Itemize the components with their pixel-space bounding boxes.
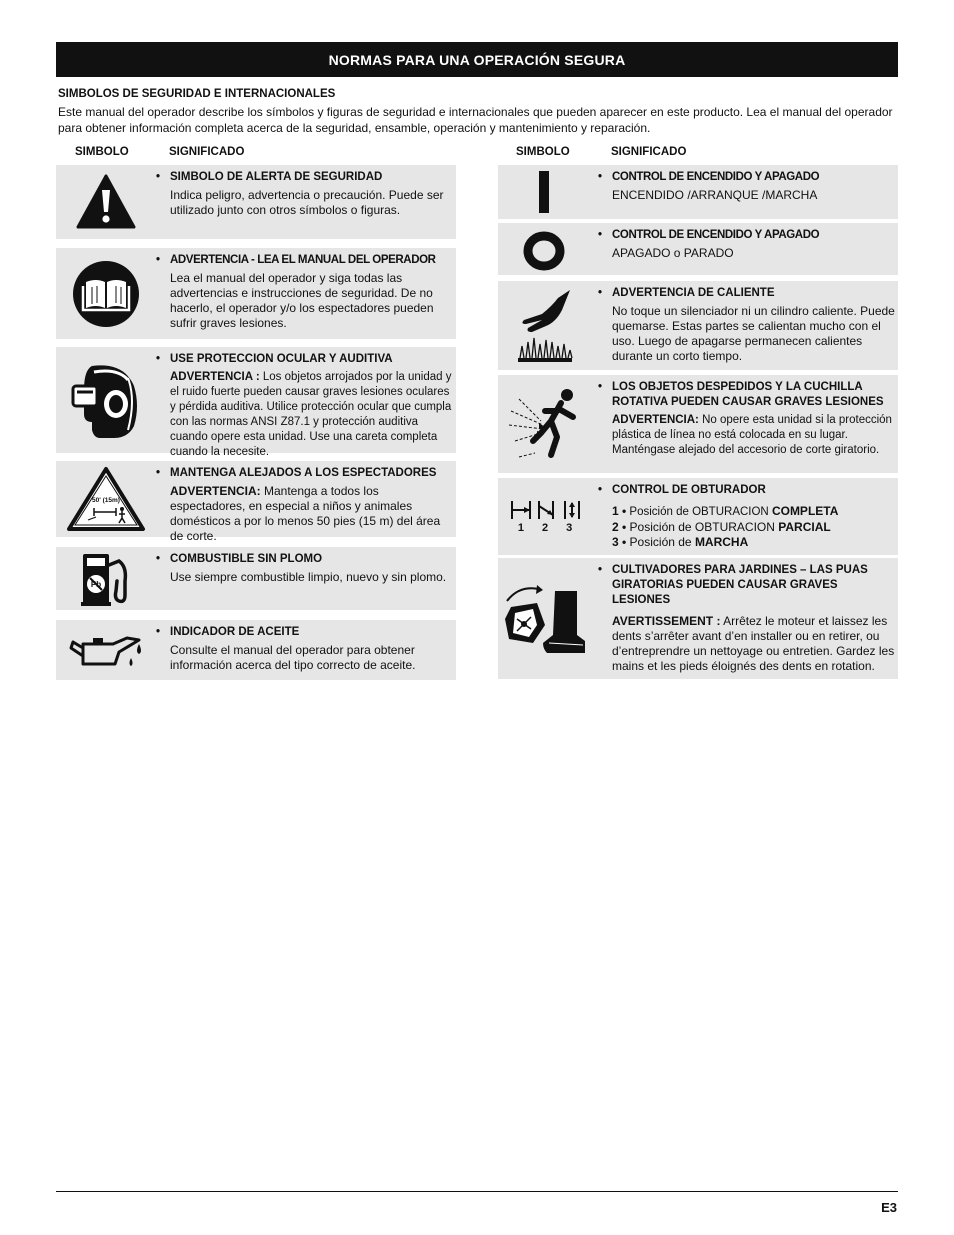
row-warning-lead: ADVERTENCIA: bbox=[170, 484, 261, 498]
symbol-row-alert bbox=[56, 165, 456, 239]
symbol-row-tines bbox=[498, 558, 898, 679]
row-warning-lead: ADVERTENCIA : bbox=[170, 371, 260, 383]
row-title: • CONTROL DE OBTURADOR bbox=[598, 483, 896, 498]
section-banner: NORMAS PARA UNA OPERACIÓN SEGURA bbox=[56, 42, 898, 77]
symbol-row-choke bbox=[498, 478, 898, 555]
row-description: ENCENDIDO /ARRANQUE /MARCHA bbox=[612, 188, 818, 202]
eye-ear-protection-icon bbox=[56, 347, 156, 453]
row-description: APAGADO o PARADO bbox=[612, 246, 734, 260]
manual-book-icon bbox=[56, 248, 156, 339]
row-warning-lead: AVERTISSEMENT : bbox=[612, 614, 721, 628]
section-title: SIMBOLOS DE SEGURIDAD E INTERNACIONALES bbox=[58, 88, 336, 100]
row-description: Lea el manual del operador y siga todas las advertencias e instrucciones de seguridad. De no hacerlo, el operador y/o los espectadores pueden sufrir graves lesiones. bbox=[170, 271, 434, 330]
symbol-row-fuel bbox=[56, 547, 456, 610]
symbol-row-manual bbox=[56, 248, 456, 339]
choke-line-1: 1 • Posición de OBTURACION COMPLETA bbox=[612, 504, 839, 518]
row-title: • COMBUSTIBLE SIN PLOMO bbox=[156, 552, 454, 567]
row-title: • LOS OBJETOS DESPEDIDOS Y LA CUCHILLA ROTATIVA PUEDEN CAUSAR GRAVES LESIONES bbox=[598, 380, 896, 410]
row-description: No toque un silenciador ni un cilindro caliente. Puede quemarse. Estas partes se calientan mucho con el uso. Luego de apagarse permanecen calientes durante un corto tiempo. bbox=[612, 304, 895, 363]
hot-surface-icon bbox=[498, 281, 592, 370]
warning-triangle-icon bbox=[56, 165, 156, 239]
left-col-significado-header: SIGNIFICADO bbox=[169, 146, 245, 158]
right-col-simbolo-header: SIMBOLO bbox=[516, 146, 570, 158]
row-description: No opere esta unidad si la protección plástica de línea no está colocada en su lugar. Manténgase alejado del accesorio de corte giratorio. bbox=[612, 414, 892, 456]
svg-text:Pb: Pb bbox=[90, 579, 102, 589]
row-title: • ADVERTENCIA - LEA EL MANUAL DEL OPERADOR bbox=[156, 253, 454, 268]
intro-paragraph: Este manual del operador describe los símbolos y figuras de seguridad e internacionales que pueden aparecer en este producto. Lea el manual del operador para obtener información completa acerca de la seguridad, ensamble, operación y mantenimiento y reparación. bbox=[58, 105, 893, 135]
row-description: Use siempre combustible limpio, nuevo y sin plomo. bbox=[170, 570, 447, 584]
row-description: Indica peligro, advertencia o precaución. Puede ser utilizado junto con otros símbolos o figuras. bbox=[170, 188, 444, 217]
symbol-row-on bbox=[498, 165, 898, 219]
choke-label-2: 2 bbox=[541, 522, 549, 534]
symbol-row-oil bbox=[56, 620, 456, 680]
oil-can-icon bbox=[56, 620, 156, 680]
row-title: • USE PROTECCION OCULAR Y AUDITIVA bbox=[156, 352, 454, 367]
choke-line-3: 3 • Posición de MARCHA bbox=[612, 535, 749, 549]
choke-label-1: 1 bbox=[517, 522, 524, 534]
row-title: • INDICADOR DE ACEITE bbox=[156, 625, 454, 640]
symbol-row-off bbox=[498, 223, 898, 275]
left-col-simbolo-header: SIMBOLO bbox=[75, 146, 129, 158]
row-title: • MANTENGA ALEJADOS A LOS ESPECTADORES bbox=[156, 466, 454, 481]
off-symbol-icon bbox=[498, 223, 590, 275]
bystanders-distance-icon bbox=[56, 461, 156, 537]
page-number: E3 bbox=[881, 1200, 897, 1215]
row-title: • ADVERTENCIA DE CALIENTE bbox=[598, 286, 896, 301]
footer-rule bbox=[56, 1191, 898, 1192]
row-title: • CONTROL DE ENCENDIDO Y APAGADO bbox=[598, 170, 896, 185]
row-description: Mantenga a todos los espectadores, en especial a niños y animales domésticos a por lo menos 50 pies (15 m) del área de corte. bbox=[170, 484, 441, 543]
on-symbol-icon bbox=[498, 165, 590, 219]
row-title: • SIMBOLO DE ALERTA DE SEGURIDAD bbox=[156, 170, 454, 185]
row-warning-lead: ADVERTENCIA: bbox=[612, 414, 699, 426]
symbol-row-bystanders bbox=[56, 461, 456, 543]
right-col-significado-header: SIGNIFICADO bbox=[611, 146, 687, 158]
choke-line-2: 2 • Posición de OBTURACION PARCIAL bbox=[612, 520, 831, 534]
row-title: • CULTIVADORES PARA JARDINES – LAS PUAS GIRATORIAS PUEDEN CAUSAR GRAVES LESIONES bbox=[598, 563, 896, 608]
distance-label: 50' (15m) bbox=[92, 497, 120, 504]
fuel-pump-icon bbox=[56, 547, 156, 610]
row-title: • CONTROL DE ENCENDIDO Y APAGADO bbox=[598, 228, 896, 243]
thrown-objects-icon bbox=[498, 375, 592, 473]
rotating-tines-foot-icon bbox=[498, 558, 592, 679]
choke-control-icon bbox=[498, 478, 592, 555]
row-description: Los objetos arrojados por la unidad y el ruido fuerte pueden causar graves lesiones oculares y pérdida auditiva. Utilice protección ocular que cumpla con las normas ANSI Z87.1 y protección auditiva cuando opere esta unidad. Use una careta completa cuando la necesite. bbox=[170, 371, 452, 458]
row-description: Arrêtez le moteur et laissez les dents s’arrêter avant d’en installer ou en retirer, ou d’entreprendre un nettoyage ou entretien. Gardez les mains et les pieds éloignés des dents en rotation. bbox=[612, 614, 895, 673]
choke-label-3: 3 bbox=[566, 522, 573, 534]
symbol-row-thrown-objects bbox=[498, 375, 898, 473]
symbol-row-protection bbox=[56, 347, 456, 458]
symbol-row-hot bbox=[498, 281, 898, 370]
row-description: Consulte el manual del operador para obtener información acerca del tipo correcto de aceite. bbox=[170, 643, 416, 672]
